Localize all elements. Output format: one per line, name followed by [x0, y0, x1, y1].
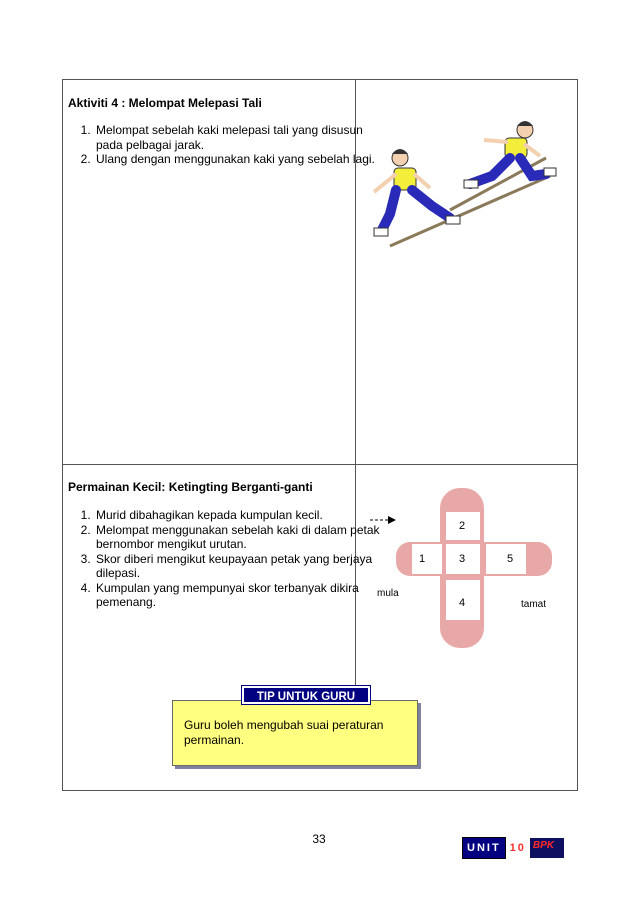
bpk-logo-icon — [530, 838, 564, 858]
step-item: 1. Melompat sebelah kaki melepasi tali yang disusun pada pelbagai jarak. — [94, 123, 384, 152]
step-item: 2. Ulang dengan menggunakan kaki yang sebelah lagi. — [94, 152, 384, 167]
cell-5: 5 — [507, 553, 514, 565]
logo-text: BPK — [532, 840, 555, 851]
unit-badge — [462, 838, 564, 858]
activity-title: Aktiviti 4 : Melompat Melepasi Tali — [68, 96, 262, 110]
rule-item: 4. Kumpulan yang mempunyai skor terbanyak dikira pemenang. — [94, 581, 384, 610]
cell-3: 3 — [459, 553, 466, 565]
start-label: mula — [377, 588, 399, 599]
unit-number: 10 — [509, 842, 526, 854]
cell-2: 2 — [459, 520, 466, 532]
rule-item: 2. Melompat menggunakan sebelah kaki di dalam petak bernombor mengikut urutan. — [94, 523, 384, 552]
tip-heading: TIP UNTUK GURU — [242, 686, 370, 704]
unit-label: UNIT — [462, 837, 506, 859]
game-rules — [64, 508, 384, 610]
rule-item: 1. Murid dibahagikan kepada kumpulan kecil. — [94, 508, 384, 523]
activity-steps — [64, 123, 384, 167]
row-divider — [63, 464, 577, 465]
game-title: Permainan Kecil: Ketingting Berganti-ganti — [68, 480, 313, 494]
cell-4: 4 — [459, 597, 466, 609]
tip-text: Guru boleh mengubah suai peraturan permainan. — [184, 718, 384, 747]
hopscotch-diagram — [362, 484, 562, 654]
cell-1: 1 — [419, 553, 426, 565]
page-number: 33 — [312, 832, 326, 846]
finish-label: tamat — [521, 599, 547, 610]
rule-item: 3. Skor diberi mengikut keupayaan petak yang berjaya dilepasi. — [94, 552, 384, 581]
jumping-children-icon — [360, 118, 560, 253]
